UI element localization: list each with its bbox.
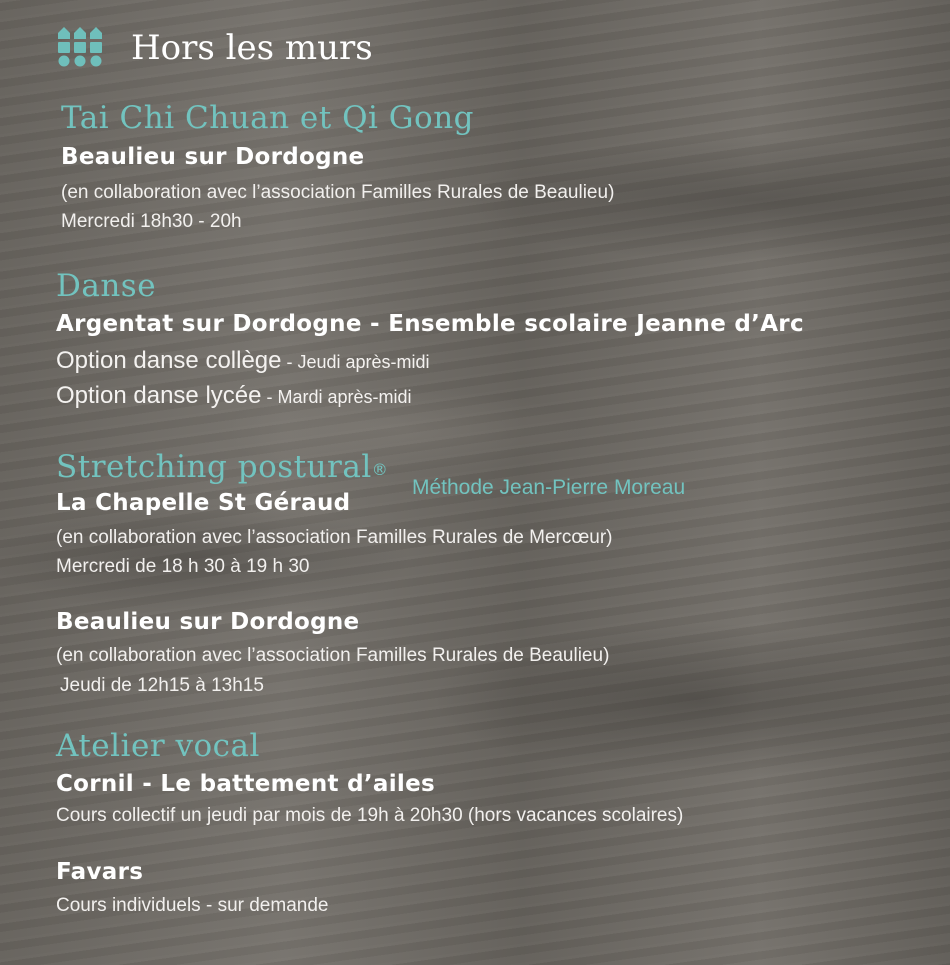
option-lycee-label: Option danse lycée <box>56 382 262 409</box>
danse-option-lycee <box>56 382 412 410</box>
vocal-location-1: Cornil - Le battement d’ailes <box>56 771 435 797</box>
stretching-title-text: Stretching postural <box>56 449 372 485</box>
houses-grid-icon <box>56 25 106 67</box>
section-title-danse: Danse <box>56 268 157 304</box>
taichi-note: (en collaboration avec l’association Familles Rurales de Beaulieu) <box>61 182 615 203</box>
page-title: Hors les murs <box>131 28 373 68</box>
option-college-time: - Jeudi après-midi <box>281 352 430 372</box>
stretching-schedule-2: Jeudi de 12h15 à 13h15 <box>60 675 264 696</box>
stretching-schedule-1: Mercredi de 18 h 30 à 19 h 30 <box>56 556 310 577</box>
stretching-location-1: La Chapelle St Géraud <box>56 490 351 516</box>
option-lycee-time: - Mardi après-midi <box>261 387 412 407</box>
vocal-schedule-2: Cours individuels - sur demande <box>56 895 329 916</box>
vocal-schedule-1: Cours collectif un jeudi par mois de 19h à 20h30 (hors vacances scolaires) <box>56 805 684 826</box>
stretching-note-2: (en collaboration avec l’association Familles Rurales de Beaulieu) <box>56 645 610 666</box>
stretching-method: Méthode Jean-Pierre Moreau <box>412 476 686 499</box>
section-title-vocal: Atelier vocal <box>56 728 260 764</box>
taichi-schedule: Mercredi 18h30 - 20h <box>61 211 242 232</box>
danse-location: Argentat sur Dordogne - Ensemble scolaire Jeanne d’Arc <box>56 311 804 337</box>
registered-mark: ® <box>371 460 389 479</box>
section-title-stretching <box>56 449 388 485</box>
vocal-location-2: Favars <box>56 859 144 885</box>
danse-option-college <box>56 347 430 375</box>
stretching-note-1: (en collaboration avec l’association Familles Rurales de Mercœur) <box>56 527 613 548</box>
taichi-location: Beaulieu sur Dordogne <box>61 144 365 170</box>
option-college-label: Option danse collège <box>56 347 282 374</box>
section-title-taichi: Tai Chi Chuan et Qi Gong <box>61 100 475 136</box>
stretching-location-2: Beaulieu sur Dordogne <box>56 609 360 635</box>
